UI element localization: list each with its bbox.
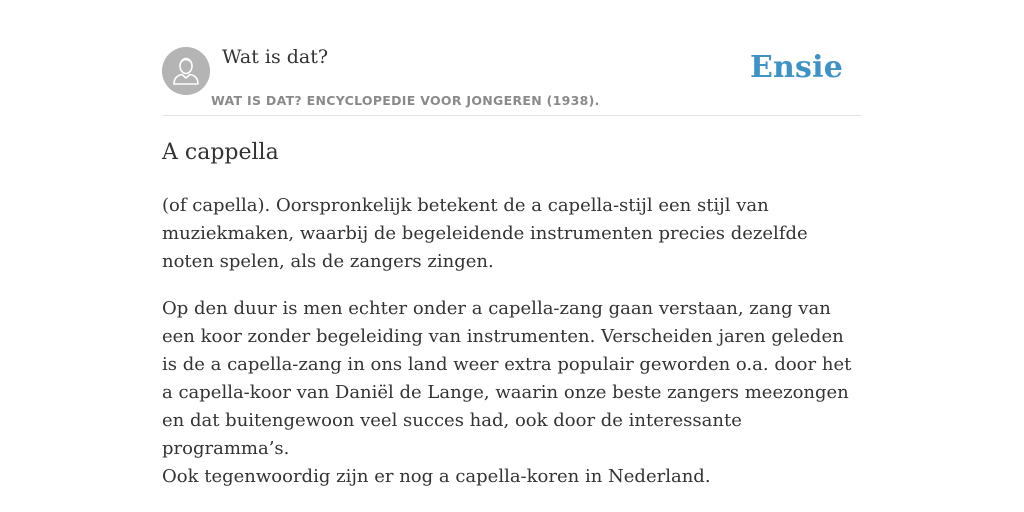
source-subtitle: WAT IS DAT? ENCYCLOPEDIE VOOR JONGEREN (1938). (211, 93, 600, 108)
user-avatar-icon[interactable] (162, 47, 210, 95)
entry-paragraph: Ook tegenwoordig zijn er nog a capella-koren in Nederland. (162, 466, 711, 487)
entry-title: A cappella (162, 140, 279, 165)
page-content (162, 0, 862, 487)
entry-paragraph: Op den duur is men echter onder a capella-zang gaan verstaan, zang van een koor zonder begeleiding van instrumenten. Verscheiden jaren geleden is de a capella-zang in ons land weer extra populair geworden o.a. door het a capella-koor van Daniël de Lange, waarin onze beste zangers meezongen en dat buitengewoon veel succes had, ook door de interessante programma’s. (162, 298, 852, 459)
entry-paragraph: (of capella). Oorspronkelijk betekent de a capella-stijl een stijl van muziekmaken, waarbij de begeleidende instrumenten precies dezelfde noten spelen, als de zangers zingen. (162, 195, 808, 272)
source-header (162, 0, 862, 116)
source-title[interactable]: Wat is dat? (222, 46, 329, 68)
ensie-logo[interactable]: Ensie (749, 50, 843, 85)
